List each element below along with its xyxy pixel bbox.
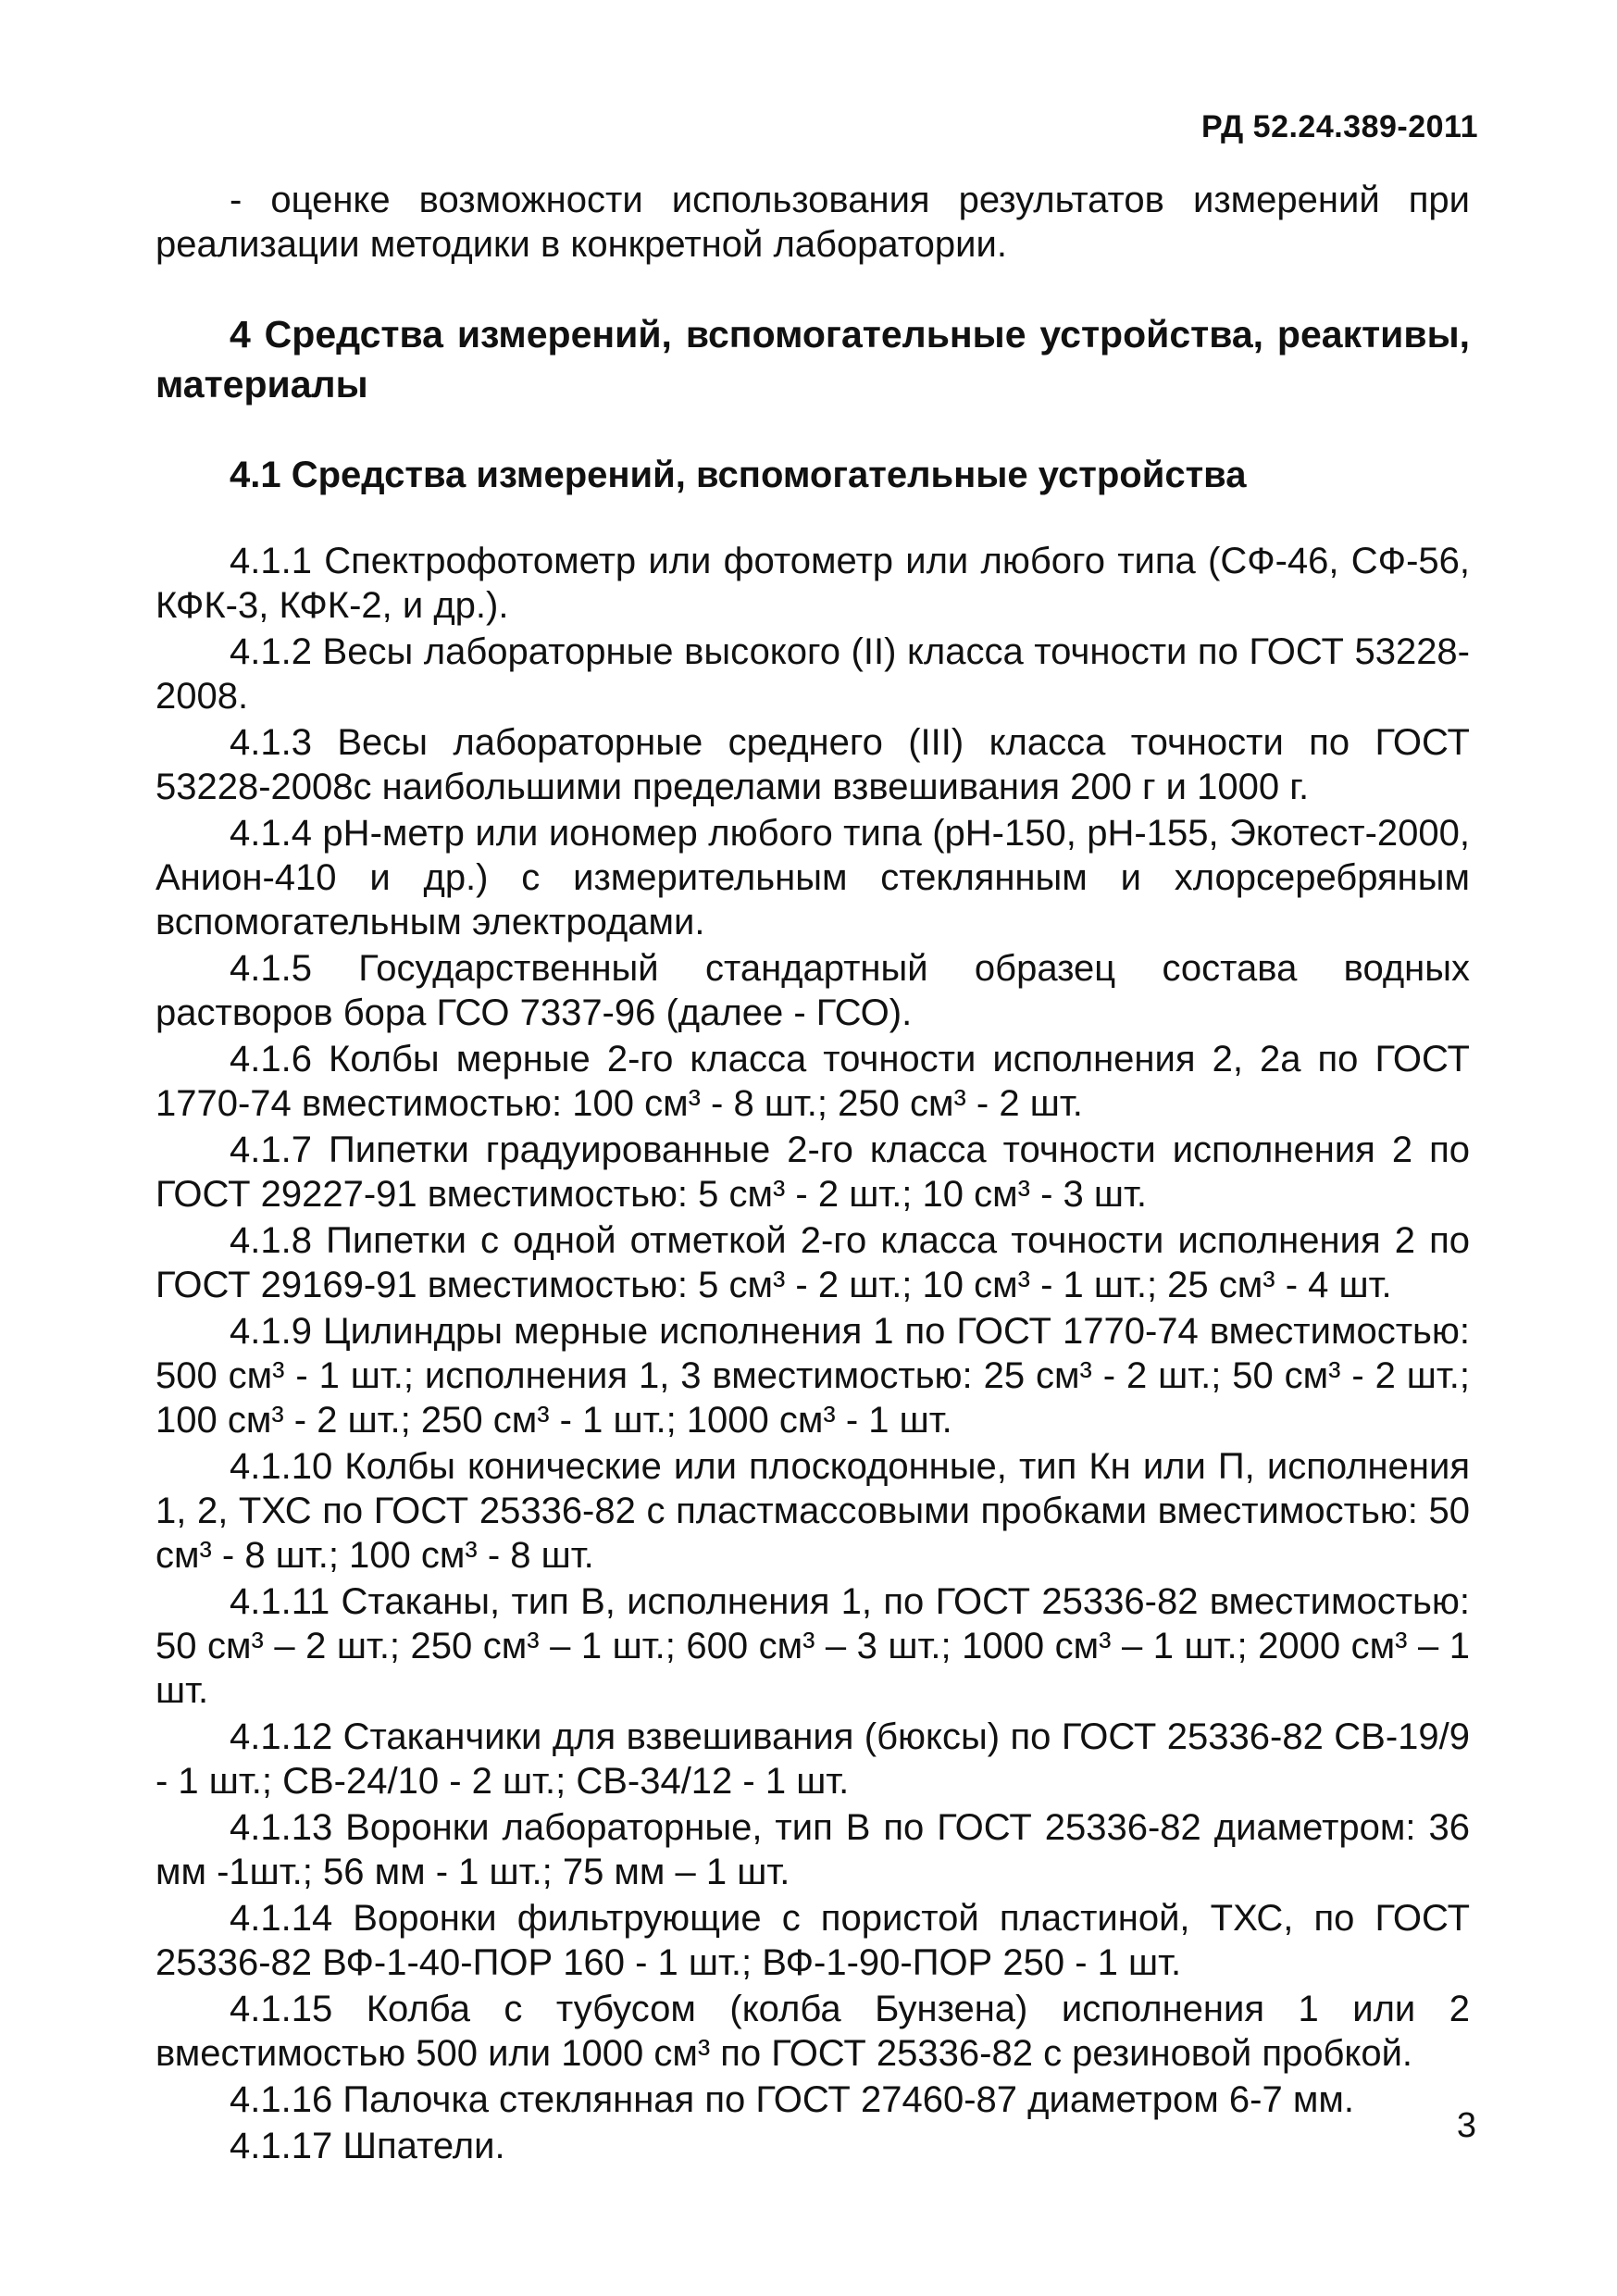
- list-item: 4.1.7 Пипетки градуированные 2-го класса точности исполнения 2 по ГОСТ 29227-91 вместимостью: 5 см³ - 2 шт.; 10 см³ - 3 шт.: [155, 1129, 1470, 1215]
- page-number: 3: [1456, 2106, 1476, 2145]
- list-item: 4.1.5 Государственный стандартный образец состава водных растворов бора ГСО 7337-96 (далее - ГСО).: [155, 948, 1470, 1033]
- list-item: 4.1.15 Колба с тубусом (колба Бунзена) исполнения 1 или 2 вместимостью 500 или 1000 см³ по ГОСТ 25336-82 с резиновой пробкой.: [155, 1989, 1470, 2074]
- list-item: 4.1.9 Цилиндры мерные исполнения 1 по ГОСТ 1770-74 вместимостью: 500 см³ - 1 шт.; исполнения 1, 3 вместимостью: 25 см³ - 2 шт.; 50 см³ - 2 шт.; 100 см³ - 2 шт.; 250 см³ - 1 шт.; 1000 см³ - 1 шт.: [155, 1311, 1470, 1441]
- list-item: 4.1.6 Колбы мерные 2-го класса точности исполнения 2, 2а по ГОСТ 1770-74 вместимостью: 100 см³ - 8 шт.; 250 см³ - 2 шт.: [155, 1039, 1470, 1124]
- list-item: 4.1.12 Стаканчики для взвешивания (бюксы) по ГОСТ 25336-82 СВ-19/9 - 1 шт.; СВ-24/10 - 2 шт.; СВ-34/12 - 1 шт.: [155, 1716, 1470, 1802]
- list-item: 4.1.13 Воронки лабораторные, тип В по ГОСТ 25336-82 диаметром: 36 мм -1шт.; 56 мм - 1 шт.; 75 мм – 1 шт.: [155, 1807, 1470, 1892]
- subsection-heading: 4.1 Средства измерений, вспомогательные устройства: [230, 455, 1247, 495]
- list-item: 4.1.16 Палочка стеклянная по ГОСТ 27460-87 диаметром 6-7 мм.: [230, 2079, 1354, 2120]
- document-body: [155, 178, 1470, 2170]
- list-item: 4.1.4 рН-метр или иономер любого типа (рН-150, рН-155, Экотест-2000, Анион-410 и др.) с измерительным стеклянным и хлорсеребряным вспомогательным электродами.: [155, 813, 1470, 942]
- list-item: 4.1.14 Воронки фильтрующие с пористой пластиной, ТХС, по ГОСТ 25336-82 ВФ-1-40-ПОР 160 - 1 шт.; ВФ-1-90-ПОР 250 - 1 шт.: [155, 1898, 1470, 1983]
- list-item: 4.1.2 Весы лабораторные высокого (II) класса точности по ГОСТ 53228-2008.: [155, 631, 1470, 717]
- doc-code-header: РД 52.24.389-2011: [1200, 109, 1478, 144]
- list-item: 4.1.3 Весы лабораторные среднего (III) класса точности по ГОСТ 53228-2008с наибольшими пределами взвешивания 200 г и 1000 г.: [155, 722, 1470, 807]
- list-item: 4.1.10 Колбы конические или плоскодонные, тип Кн или П, исполнения 1, 2, ТХС по ГОСТ 25336-82 с пластмассовыми пробками вместимостью: 50 см³ - 8 шт.; 100 см³ - 8 шт.: [155, 1446, 1470, 1576]
- list-item: 4.1.11 Стаканы, тип В, исполнения 1, по ГОСТ 25336-82 вместимостью: 50 см³ – 2 шт.; 250 см³ – 1 шт.; 600 см³ – 3 шт.; 1000 см³ – 1 шт.; 2000 см³ – 1 шт.: [155, 1581, 1470, 1711]
- list-item: 4.1.8 Пипетки с одной отметкой 2-го класса точности исполнения 2 по ГОСТ 29169-91 вместимостью: 5 см³ - 2 шт.; 10 см³ - 1 шт.; 25 см³ - 4 шт.: [155, 1220, 1470, 1305]
- intro-paragraph: - оценке возможности использования результатов измерений при реализации методики в конкретной лаборатории.: [155, 180, 1470, 265]
- section-heading: 4 Средства измерений, вспомогательные устройства, реактивы, материалы: [155, 313, 1470, 406]
- list-item: 4.1.1 Спектрофотометр или фотометр или любого типа (СФ-46, СФ-56, КФК-3, КФК-2, и др.).: [155, 541, 1470, 626]
- list-item: 4.1.17 Шпатели.: [230, 2126, 505, 2166]
